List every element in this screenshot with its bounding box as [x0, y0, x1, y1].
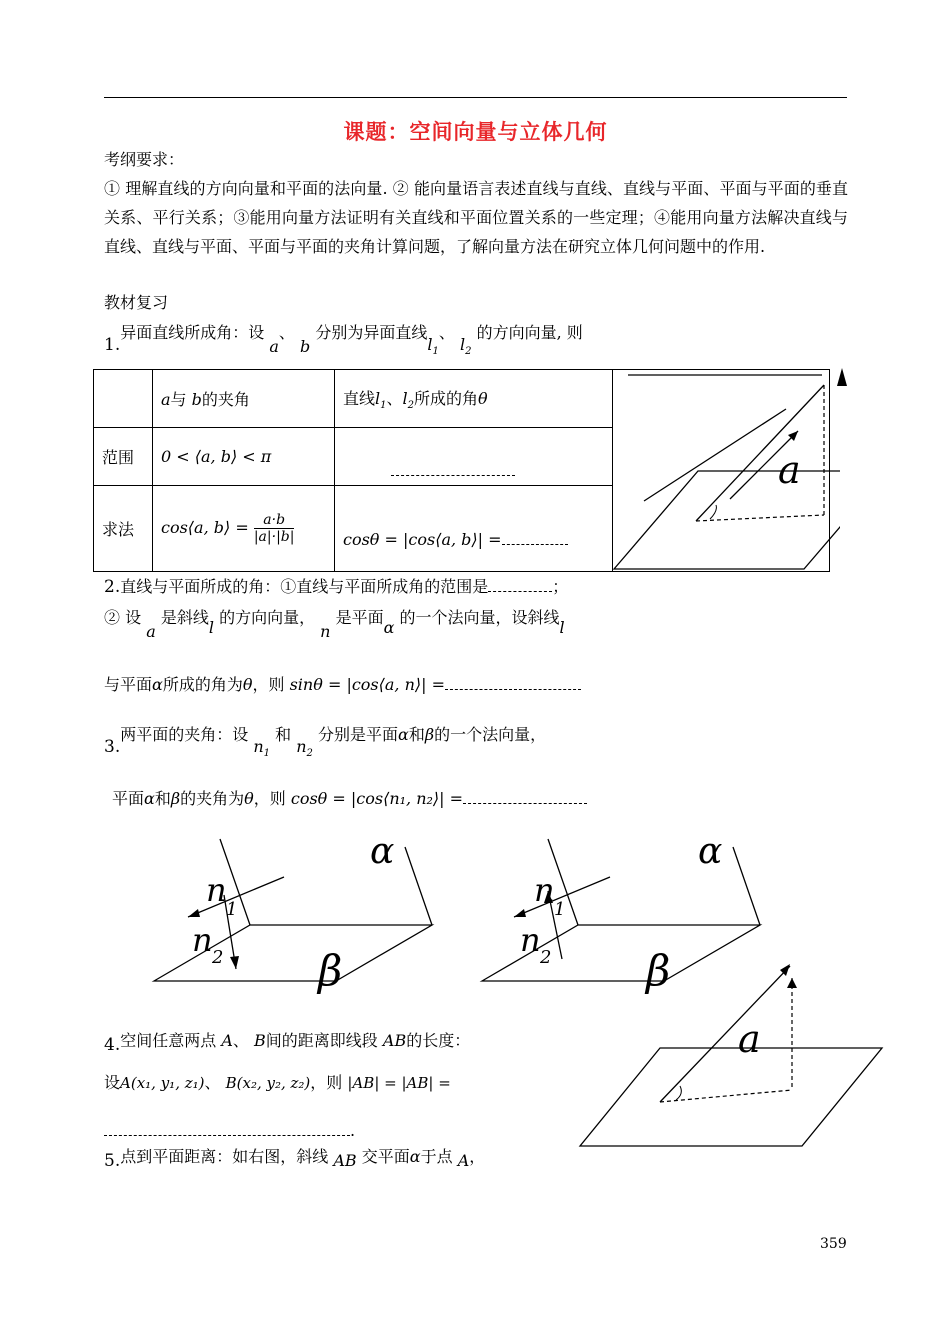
svg-text:n: n — [206, 871, 227, 909]
range-answer-blank[interactable] — [391, 461, 515, 476]
range-formula: 0 < ⟨a, b⟩ < π — [153, 428, 335, 486]
item2-line1: 2.直线与平面所成的角：①直线与平面所成角的范围是 ； — [104, 577, 569, 597]
method-formula-vector: cos⟨a, b⟩ = $\frac{a\cdot b}{|a|\cdot|b|}$ — [153, 486, 335, 572]
item4-line2: 设A(x₁, y₁, z₁)、 B(x₂, y₂, z₂)，则 |AB| = |AB| = — [104, 1073, 451, 1092]
svg-text:β: β — [318, 946, 343, 995]
figure-point-plane — [576, 956, 888, 1150]
svg-text:n: n — [520, 921, 541, 959]
svg-text:α: α — [370, 835, 395, 872]
svg-text:1: 1 — [226, 899, 238, 920]
table-head-vector-angle: a与 b的夹角 — [153, 370, 335, 428]
svg-text:β: β — [646, 946, 671, 995]
fig4-angle-arc — [676, 1086, 681, 1100]
svg-text:1: 1 — [554, 899, 566, 920]
figure-line-plane — [610, 369, 840, 574]
row-label-range: 范围 — [94, 428, 153, 486]
item2-formula-blank[interactable] — [445, 675, 581, 690]
row-label-method: 求法 — [94, 486, 153, 572]
range-answer-cell — [335, 428, 613, 486]
item5-line: 5.点到平面距离：如右图，斜线 AB 交平面α于点 A， — [104, 1147, 486, 1171]
item3-line1: 3.两平面的夹角：设 $n_1$ 和 $n_2$ 分别是平面α和β的一个法向量， — [104, 725, 547, 759]
svg-text:α: α — [698, 835, 723, 872]
method-formula-line: cosθ = |cos⟨a, b⟩| = — [335, 486, 613, 572]
fig1-projection — [696, 515, 824, 521]
figure-dihedral-left — [150, 835, 440, 995]
page-title: 课题：空间向量与立体几何 — [343, 119, 608, 144]
svg-text:n: n — [192, 921, 213, 959]
page-number: 359 — [820, 1236, 847, 1252]
method-answer-blank[interactable] — [502, 530, 568, 545]
fig1-normal-arrowhead — [837, 368, 847, 386]
svg-text:2: 2 — [212, 947, 224, 968]
fig1-skew-line — [644, 409, 786, 501]
outline-heading: 考纲要求： — [104, 150, 185, 169]
item3-line2: 平面α和β的夹角为θ，则 cosθ = |cos⟨n₁, n₂⟩| = — [112, 784, 856, 813]
item4-line1: 4.空间任意两点 A、 B间的距离即线段 AB的长度： — [104, 1031, 471, 1055]
fig1-arrow-tip — [836, 366, 848, 396]
item4-line3: . — [104, 1116, 848, 1145]
svg-text:n: n — [534, 871, 555, 909]
item2-line3: 与平面α所成的角为θ，则 sinθ = |cos⟨a, n⟩| = — [104, 670, 848, 699]
fig4-plane — [580, 1048, 882, 1146]
fig1-oblique-line — [696, 385, 824, 521]
item2-range-blank[interactable] — [488, 577, 552, 592]
fig4-oblique — [660, 966, 790, 1102]
top-rule — [104, 97, 847, 98]
fig2l-plane-alpha-edge2 — [405, 847, 432, 925]
svg-text:2: 2 — [540, 947, 552, 968]
item4-distance-blank[interactable] — [104, 1121, 350, 1136]
item3-formula-blank[interactable] — [463, 789, 587, 804]
item1-line: 1.异面直线所成角：设 a、 b 分别为异面直线$l_1$、 $l_2$ 的方向向量, 则 — [104, 323, 583, 357]
table-corner — [94, 370, 153, 428]
table-head-line-angle: 直线$l_1$、$l_2$所成的角θ — [335, 370, 613, 428]
outline-paragraph: ① 理解直线的方向向量和平面的法向量. ② 能向量语言表述直线与直线、直线与平面、平面与平面的垂直关系、平行关系；③能用向量方法证明有关直线和平面位置关系的一些定理；④能用向量方法解决直线与直线、直线与平面、平面与平面的夹角计算问题，了解向量方法在研究立体几何问题中的作用. — [104, 179, 848, 256]
svg-text:a: a — [738, 1017, 761, 1061]
fig1-angle-arc — [710, 505, 716, 519]
item2-line2: ② 设 a 是斜线l 的方向向量， n 是平面α 的一个法向量，设斜线l — [104, 608, 565, 641]
review-heading: 教材复习 — [104, 293, 169, 312]
fig1-label: a — [778, 448, 801, 492]
